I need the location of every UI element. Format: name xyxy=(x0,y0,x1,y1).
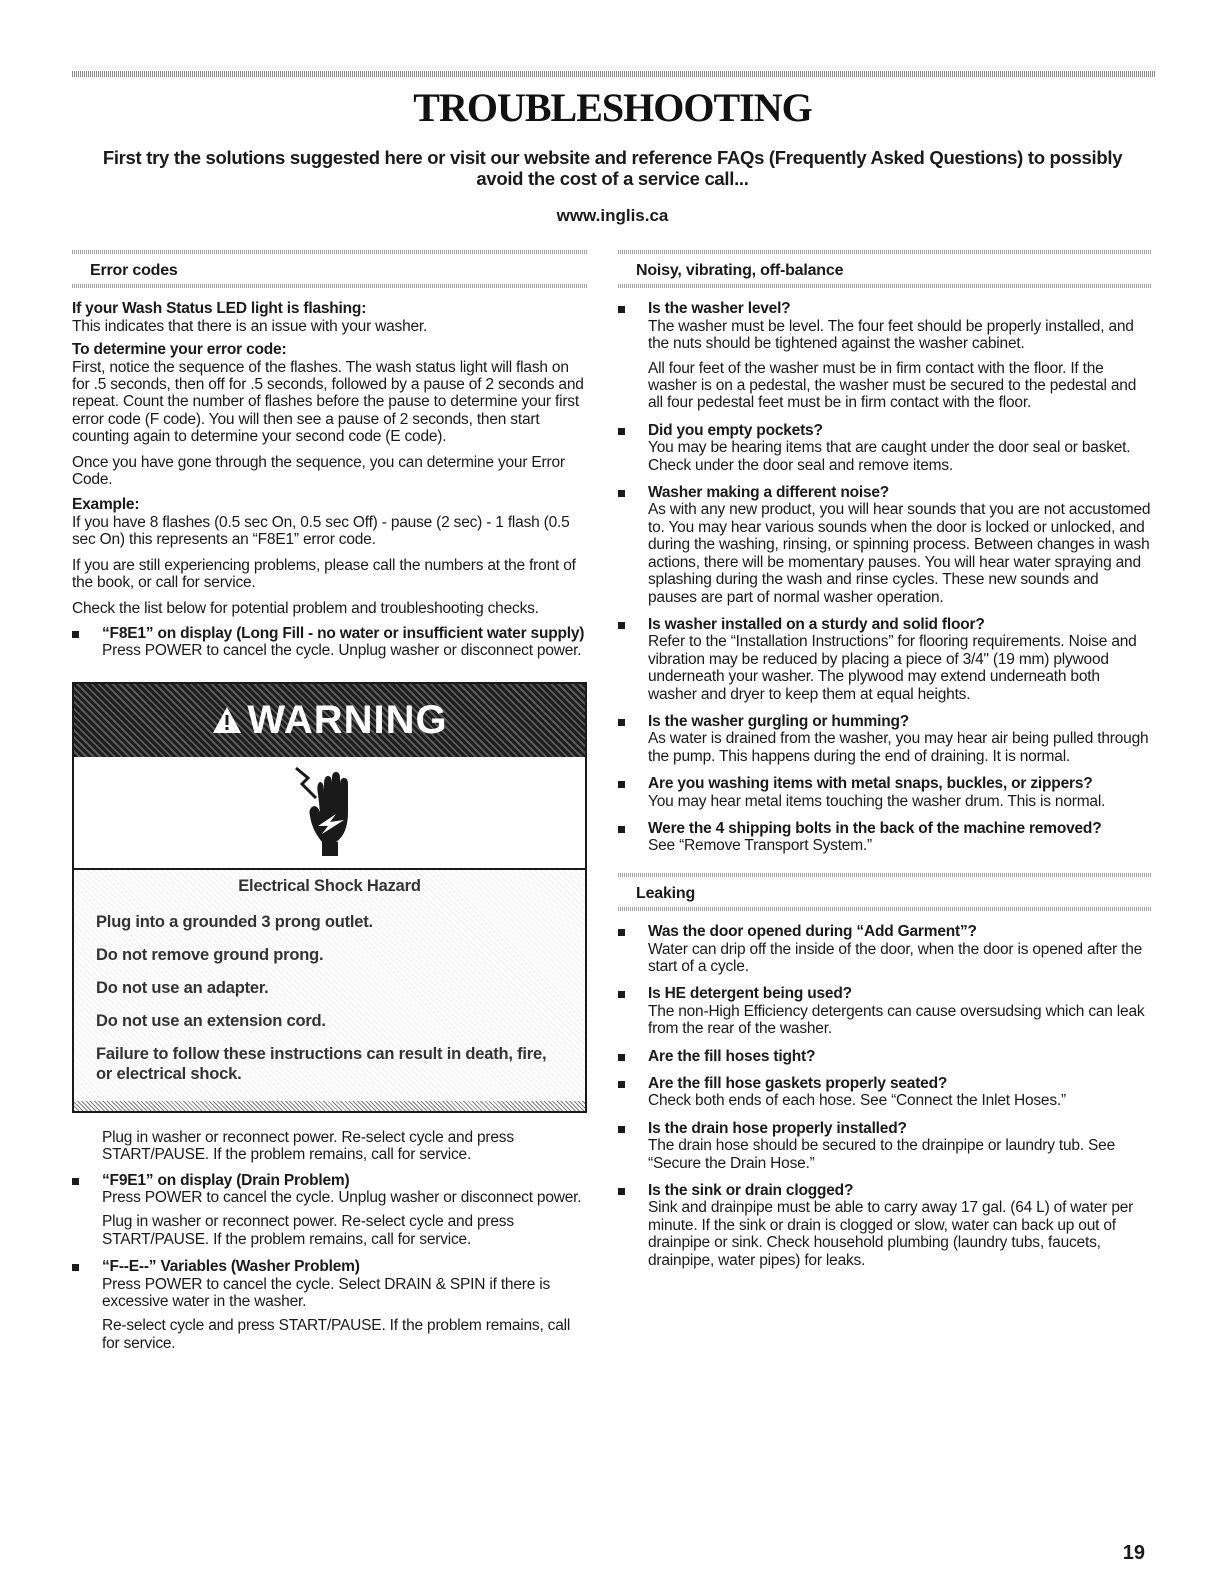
list-item xyxy=(618,985,1151,1037)
list-item xyxy=(618,775,1151,810)
shock-icon-area xyxy=(74,757,585,870)
question: Is the washer gurgling or humming? xyxy=(648,712,910,730)
list-item xyxy=(618,1120,1151,1172)
example-text: If you have 8 flashes (0.5 sec On, 0.5 sec Off) - pause (2 sec) - 1 flash (0.5 sec On) this represents an “F8E1” error code. xyxy=(72,513,570,549)
bullet-icon xyxy=(618,1188,625,1195)
f8e1-item xyxy=(72,625,587,660)
answer: The washer must be level. The four feet should be properly installed, and the nuts should be tightened against the washer cabinet. xyxy=(648,317,1134,353)
leaking-header: Leaking xyxy=(618,873,1151,911)
determine-heading: To determine your error code: xyxy=(72,341,287,359)
answer: As with any new product, you will hear sounds that you are not accustomed to. You may hear various sounds when the door is locked or unlocked, and during the washing, rinsing, or spinning process. Between changes in wash actions, there will be momentary pauses. You will hear water spraying and splashing during the wash and rinse cycles. These new sounds and pauses are part of normal washer operation. xyxy=(648,501,1151,606)
warning-band xyxy=(74,684,585,757)
f8e1-title: “F8E1” on display (Long Fill - no water or insufficient water supply) xyxy=(102,624,585,642)
bullet-icon xyxy=(618,1054,625,1061)
warning-line-5: Failure to follow these instructions can result in death, fire, or electrical shock. xyxy=(96,1044,547,1083)
question: Is the drain hose properly installed? xyxy=(648,1119,907,1137)
list-item xyxy=(618,713,1151,765)
fe-title: “F--E--” Variables (Washer Problem) xyxy=(102,1258,360,1276)
answer: Check both ends of each hose. See “Connect the Inlet Hoses.” xyxy=(648,1092,1066,1110)
list-item xyxy=(618,484,1151,606)
answer: As water is drained from the washer, you may hear air being pulled through the pump. This happens during the end of draining. It is normal. xyxy=(648,730,1149,765)
f9e1-text-2: Plug in washer or reconnect power. Re-select cycle and press START/PAUSE. If the problem remains, call for service. xyxy=(102,1213,514,1248)
answer: See “Remove Transport System.” xyxy=(648,837,872,855)
answer: Refer to the “Installation Instructions” for flooring requirements. Noise and vibration may be reduced by placing a piece of 3/4" (19 mm) plywood underneath your washer. The plywood may extend underneath both washer and dryer to keep them at equal heights. xyxy=(648,633,1137,703)
bullet-icon xyxy=(72,1178,79,1185)
question: Washer making a different noise? xyxy=(648,484,890,502)
warning-line-1: Plug into a grounded 3 prong outlet. xyxy=(96,912,373,931)
question: Are you washing items with metal snaps, buckles, or zippers? xyxy=(648,775,1093,793)
warning-title-text: WARNING xyxy=(247,697,448,742)
list-item xyxy=(618,422,1151,474)
answer: The non-High Efficiency detergents can cause oversudsing which can leak from the rear of the washer. xyxy=(648,1002,1145,1038)
warning-line-4: Do not use an extension cord. xyxy=(96,1011,326,1030)
list-item xyxy=(618,616,1151,703)
f8e1-text: Press POWER to cancel the cycle. Unplug washer or disconnect power. xyxy=(102,642,582,660)
bullet-icon xyxy=(618,622,625,629)
bullet-icon xyxy=(618,991,625,998)
question: Is the sink or drain clogged? xyxy=(648,1182,854,1200)
fe-text-2: Re-select cycle and press START/PAUSE. If the problem remains, call for service. xyxy=(102,1317,571,1352)
right-column xyxy=(618,250,1151,1279)
warning-footer-pattern xyxy=(74,1101,585,1111)
fe-text-1: Press POWER to cancel the cycle. Select DRAIN & SPIN if there is excessive water in the washer. xyxy=(102,1275,551,1310)
question: Was the door opened during “Add Garment”? xyxy=(648,923,977,941)
list-item xyxy=(618,820,1151,855)
list-item xyxy=(618,1075,1151,1110)
list-item xyxy=(618,1048,1151,1065)
f9e1-title: “F9E1” on display (Drain Problem) xyxy=(102,1171,350,1189)
question: Is the washer level? xyxy=(648,300,791,318)
question: Is washer installed on a sturdy and solid floor? xyxy=(648,615,985,633)
bullet-icon xyxy=(618,929,625,936)
question: Is HE detergent being used? xyxy=(648,985,852,1003)
answer: Sink and drainpipe must be able to carry away 17 gal. (64 L) of water per minute. If the sink or drain is clogged or slow, water can back up out of drainpipe or sink. Check household plumbing (laundry tubs, faucets, drainpipe, water pipes) for leaks. xyxy=(648,1199,1134,1269)
still-text: If you are still experiencing problems, please call the numbers at the front of the book, or call for service. xyxy=(72,556,576,592)
page-number: 19 xyxy=(1122,1542,1145,1564)
fe-item xyxy=(72,1258,587,1352)
error-codes-header: Error codes xyxy=(72,250,587,288)
bullet-icon xyxy=(618,781,625,788)
example-heading: Example: xyxy=(72,496,140,514)
led-text: This indicates that there is an issue with your washer. xyxy=(72,317,428,335)
question: Were the 4 shipping bolts in the back of the machine removed? xyxy=(648,819,1102,837)
left-column xyxy=(72,250,587,1362)
warning-body xyxy=(74,870,585,1101)
bullet-icon xyxy=(618,490,625,497)
warning-title xyxy=(211,697,448,742)
warning-line-2: Do not remove ground prong. xyxy=(96,945,324,964)
leaking-list xyxy=(618,923,1151,1269)
answer: Water can drip off the inside of the door, when the door is opened after the start of a cycle. xyxy=(648,940,1143,975)
answer: The drain hose should be secured to the drainpipe or laundry tub. See “Secure the Drain Hose.” xyxy=(648,1137,1116,1172)
bullet-icon xyxy=(618,826,625,833)
intro-text: First try the solutions suggested here or visit our website and reference FAQs (Frequently Asked Questions) to possibly avoid the cost of a service call... xyxy=(102,147,1123,189)
answer: You may hear metal items touching the washer drum. This is normal. xyxy=(648,792,1106,810)
bullet-icon xyxy=(72,1264,79,1271)
question: Are the fill hoses tight? xyxy=(648,1047,816,1065)
answer: You may be hearing items that are caught under the door seal or basket. Check under the door seal and remove items. xyxy=(648,439,1131,474)
warning-triangle-icon xyxy=(211,705,243,735)
f9e1-item xyxy=(72,1172,587,1249)
noise-list xyxy=(618,300,1151,854)
bullet-icon xyxy=(618,1081,625,1088)
bullet-icon xyxy=(618,428,625,435)
page-title: TROUBLESHOOTING xyxy=(413,85,812,130)
list-item xyxy=(618,1182,1151,1269)
bullet-icon xyxy=(618,719,625,726)
question: Are the fill hose gaskets properly seated? xyxy=(648,1075,948,1093)
list-item xyxy=(618,923,1151,975)
top-rule xyxy=(72,71,1155,77)
bullet-icon xyxy=(618,306,625,313)
list-item xyxy=(618,300,1151,411)
bullet-icon xyxy=(72,631,79,638)
once-text: Once you have gone through the sequence, you can determine your Error Code. xyxy=(72,453,565,489)
website-link[interactable]: www.inglis.ca xyxy=(556,206,669,225)
bullet-icon xyxy=(618,1126,625,1133)
check-text: Check the list below for potential problem and troubleshooting checks. xyxy=(72,599,539,617)
after-warning-text: Plug in washer or reconnect power. Re-select cycle and press START/PAUSE. If the problem remains, call for service. xyxy=(102,1128,514,1164)
warning-line-3: Do not use an adapter. xyxy=(96,978,269,997)
led-heading: If your Wash Status LED light is flashing: xyxy=(72,300,367,318)
f9e1-text-1: Press POWER to cancel the cycle. Unplug washer or disconnect power. xyxy=(102,1188,582,1206)
hazard-label: Electrical Shock Hazard xyxy=(238,876,421,895)
question: Did you empty pockets? xyxy=(648,421,823,439)
warning-box xyxy=(72,682,587,1113)
electrical-shock-hand-icon xyxy=(290,764,370,860)
noise-header: Noisy, vibrating, off-balance xyxy=(618,250,1151,288)
answer: All four feet of the washer must be in firm contact with the floor. If the washer is on a pedestal, the washer must be secured to the pedestal and all four pedestal feet must be in firm contact with the floor. xyxy=(648,359,1137,412)
determine-text: First, notice the sequence of the flashes. The wash status light will flash on for .5 seconds, then off for .5 seconds, followed by a pause of 2 seconds and repeat. Count the number of flashes before the pause to determine your first error code (F code). You will then see a pause of 2 seconds, then start counting again to determine your second code (E code). xyxy=(72,358,584,446)
